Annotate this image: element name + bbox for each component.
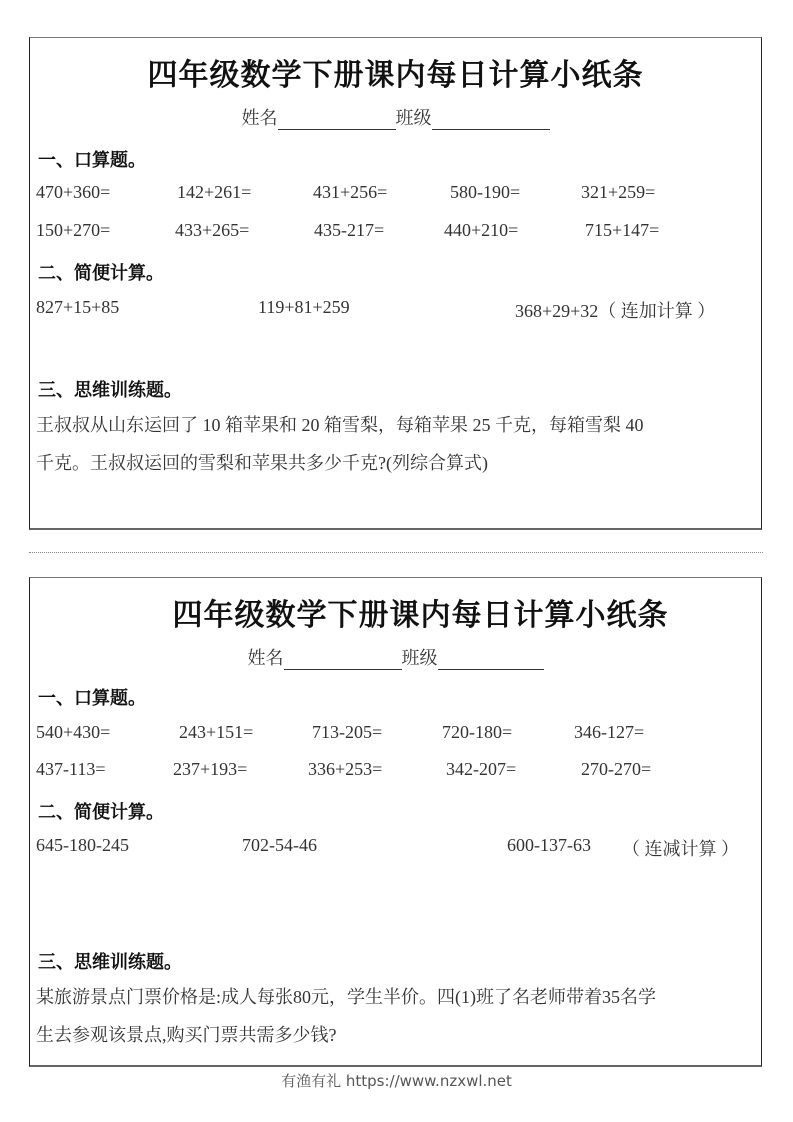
class-label: 班级 bbox=[395, 108, 432, 128]
footer-watermark: 有渔有礼 https://www.nzxwl.net bbox=[281, 1072, 512, 1090]
name-label: 姓名 bbox=[241, 108, 278, 128]
cut-line-divider bbox=[29, 552, 763, 553]
oral-problem: 713-205= bbox=[312, 722, 383, 742]
oral-problem: 342-207= bbox=[446, 759, 517, 779]
oral-problem: 470+360= bbox=[36, 182, 111, 202]
word-problem-line: 某旅游景点门票价格是:成人每张80元，学生半价。四(1)班了名老师带着35名学 bbox=[36, 987, 656, 1007]
name-blank[interactable] bbox=[284, 649, 402, 670]
name-label: 姓名 bbox=[247, 648, 284, 668]
simplify-problem: 827+15+85 bbox=[36, 297, 120, 317]
oral-problem: 346-127= bbox=[574, 722, 645, 742]
oral-problem: 243+151= bbox=[179, 722, 254, 742]
oral-problem: 433+265= bbox=[175, 220, 250, 240]
worksheet-card-1 bbox=[29, 37, 762, 530]
word-problem-line: 生去参观该景点,购买门票共需多少钱? bbox=[36, 1025, 337, 1045]
word-problem-line: 王叔叔从山东运回了 10 箱苹果和 20 箱雪梨，每箱苹果 25 千克，每箱雪梨 40 bbox=[36, 415, 644, 435]
oral-problem: 580-190= bbox=[450, 182, 521, 202]
oral-problem: 715+147= bbox=[585, 220, 660, 240]
worksheet-title: 四年级数学下册课内每日计算小纸条 bbox=[172, 598, 669, 633]
oral-problem: 150+270= bbox=[36, 220, 111, 240]
section-heading-thinking: 三、思维训练题。 bbox=[38, 952, 182, 973]
simplify-note: （ 连减计算 ） bbox=[622, 839, 739, 859]
oral-problem: 540+430= bbox=[36, 722, 111, 742]
simplify-problem: 600-137-63 bbox=[507, 835, 591, 855]
section-heading-simplify: 二、简便计算。 bbox=[38, 802, 164, 823]
simplify-problem: 645-180-245 bbox=[36, 835, 129, 855]
section-heading-thinking: 三、思维训练题。 bbox=[38, 380, 182, 401]
simplify-problem: 119+81+259 bbox=[258, 297, 350, 317]
oral-problem: 431+256= bbox=[313, 182, 388, 202]
name-class-row bbox=[30, 104, 761, 130]
oral-problem: 336+253= bbox=[308, 759, 383, 779]
simplify-problem: 368+29+32（ 连加计算 ） bbox=[515, 301, 716, 321]
word-problem bbox=[36, 406, 755, 482]
oral-problem: 435-217= bbox=[314, 220, 385, 240]
name-blank[interactable] bbox=[278, 109, 396, 130]
oral-problem: 720-180= bbox=[442, 722, 513, 742]
worksheet-title: 四年级数学下册课内每日计算小纸条 bbox=[147, 58, 644, 93]
class-blank[interactable] bbox=[438, 649, 544, 670]
class-label: 班级 bbox=[401, 648, 438, 668]
word-problem-line: 千克。王叔叔运回的雪梨和苹果共多少千克?(列综合算式) bbox=[36, 453, 488, 473]
worksheet-card-2 bbox=[29, 577, 762, 1067]
section-heading-simplify: 二、简便计算。 bbox=[38, 263, 164, 284]
word-problem bbox=[36, 978, 755, 1054]
section-heading-oral: 一、口算题。 bbox=[38, 688, 146, 709]
simplify-problem: 702-54-46 bbox=[242, 835, 317, 855]
oral-problem: 142+261= bbox=[177, 182, 252, 202]
class-blank[interactable] bbox=[432, 109, 550, 130]
oral-problem: 321+259= bbox=[581, 182, 656, 202]
oral-problem: 440+210= bbox=[444, 220, 519, 240]
name-class-row bbox=[30, 644, 761, 670]
oral-problem: 437-113= bbox=[36, 759, 106, 779]
section-heading-oral: 一、口算题。 bbox=[38, 150, 146, 171]
oral-problem: 237+193= bbox=[173, 759, 248, 779]
oral-problem: 270-270= bbox=[581, 759, 652, 779]
